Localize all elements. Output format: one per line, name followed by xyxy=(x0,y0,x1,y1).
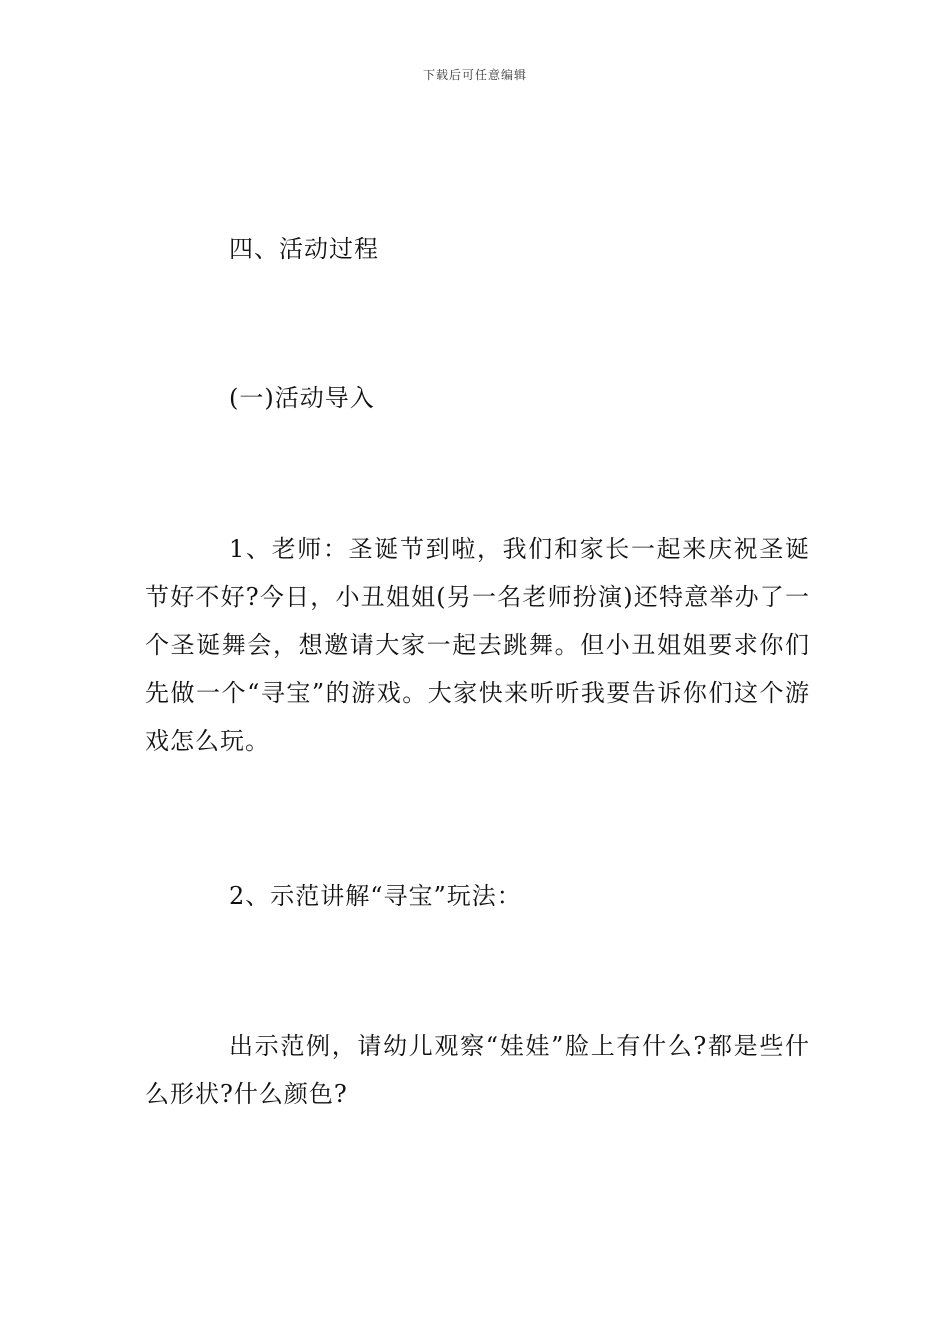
page-header-note: 下载后可任意编辑 xyxy=(422,68,527,82)
subsection-heading: (一)活动导入 xyxy=(229,384,375,412)
paragraph-teacher-intro: 1、老师：圣诞节到啦，我们和家长一起来庆祝圣诞节好不好?今日，小丑姐姐(另一名老师扮演)还特意举办了一个圣诞舞会，想邀请大家一起去跳舞。但小丑姐姐要求你们先做一个“寻宝”的游戏。大家快来听听我要告诉你们这个游戏怎么玩。 xyxy=(145,535,810,755)
paragraph-demo-explanation: 2、示范讲解“寻宝”玩法： xyxy=(229,882,522,910)
paragraph-show-example: 出示范例，请幼儿观察“娃娃”脸上有什么?都是些什么形状?什么颜色? xyxy=(145,1032,810,1108)
section-heading: 四、活动过程 xyxy=(229,235,379,263)
